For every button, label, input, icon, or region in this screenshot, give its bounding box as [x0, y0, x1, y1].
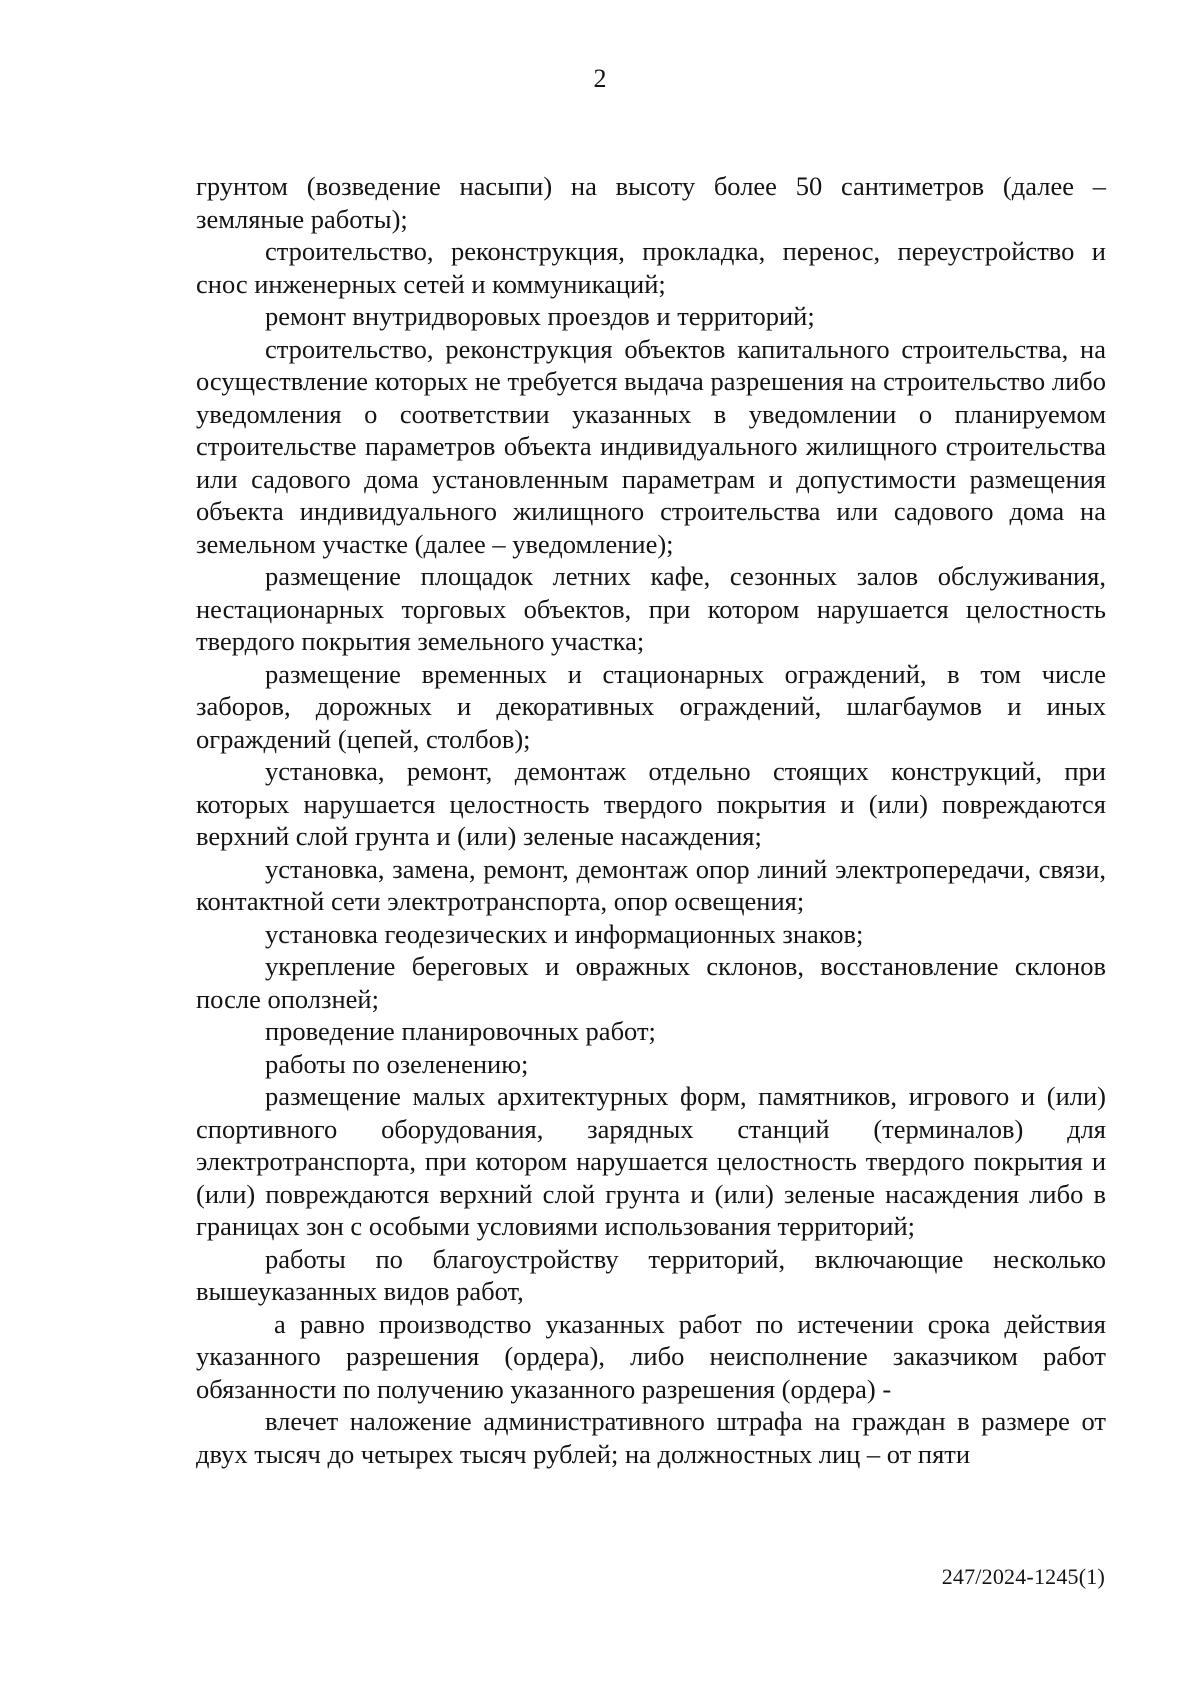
paragraph-capital-construction: строительство, реконструкция объектов капитального строительства, на осуществление которых не требуется выдача разрешения на строительство либо уведомления о соответствии указанных в уведомлении о планируемом строительстве параметров объекта индивидуального жилищного строительства или садового дома установленным параметрам и допустимости размещения объекта индивидуального жилищного строительства или садового дома на земельном участке (далее – уведомление); [196, 333, 1106, 559]
paragraph-slope-reinforcement: укрепление береговых и овражных склонов, восстановление склонов после оползней; [196, 951, 1106, 1014]
paragraph-power-poles: установка, замена, ремонт, демонтаж опор линий электропередачи, связи, контактной сети электротранспорта, опор освещения; [196, 853, 1106, 916]
paragraph-landscaping: работы по озеленению; [265, 1048, 529, 1079]
paragraph-utility-networks: строительство, реконструкция, прокладка, перенос, переустройство и снос инженерных сетей и коммуникаций; [196, 236, 1106, 299]
paragraph-geodetic-signs: установка геодезических и информационных знаков; [265, 918, 864, 949]
paragraph-standalone-structures: установка, ремонт, демонтаж отдельно стоящих конструкций, при которых нарушается целостность твердого покрытия и (или) повреждаются верхний слой грунта и (или) зеленые насаждения; [196, 756, 1106, 851]
page-number: 2 [593, 64, 607, 93]
paragraph-penalty: влечет наложение административного штрафа на граждан в размере от двух тысяч до четырех тысяч рублей; на должностных лиц – от пяти [196, 1406, 1106, 1469]
document-code: 247/2024-1245(1) [941, 1564, 1105, 1589]
paragraph-grading-works: проведение планировочных работ; [265, 1016, 656, 1046]
paragraph-improvement-works: работы по благоустройству территорий, включающие несколько вышеуказанных видов работ, [196, 1243, 1106, 1306]
paragraph-permit-expiry: а равно производство указанных работ по истечении срока действия указанного разрешения (ордера), либо неисполнение заказчиком работ обязанности по получению указанного разрешения (ордера) - [196, 1308, 1106, 1404]
paragraph-yard-repair: ремонт внутридворовых проездов и территорий; [265, 301, 815, 331]
paragraph-summer-cafes: размещение площадок летних кафе, сезонных залов обслуживания, нестационарных торговых объектов, при котором нарушается целостность твердого покрытия земельного участка; [196, 561, 1106, 656]
paragraph-earthworks: грунтом (возведение насыпи) на высоту более 50 сантиметров (далее – земляные работы); [196, 171, 1106, 234]
document-body [196, 170, 1106, 1470]
paragraph-fences: размещение временных и стационарных ограждений, в том числе заборов, дорожных и декоративных ограждений, шлагбаумов и иных ограждений (цепей, столбов); [196, 658, 1106, 754]
paragraph-small-architectural-forms: размещение малых архитектурных форм, памятников, игрового и (или) спортивного оборудования, зарядных станций (терминалов) для электротранспорта, при котором нарушается целостность твердого покрытия и (или) повреждаются верхний слой грунта и (или) зеленые насаждения либо в границах зон с особыми условиями использования территорий; [196, 1081, 1106, 1241]
